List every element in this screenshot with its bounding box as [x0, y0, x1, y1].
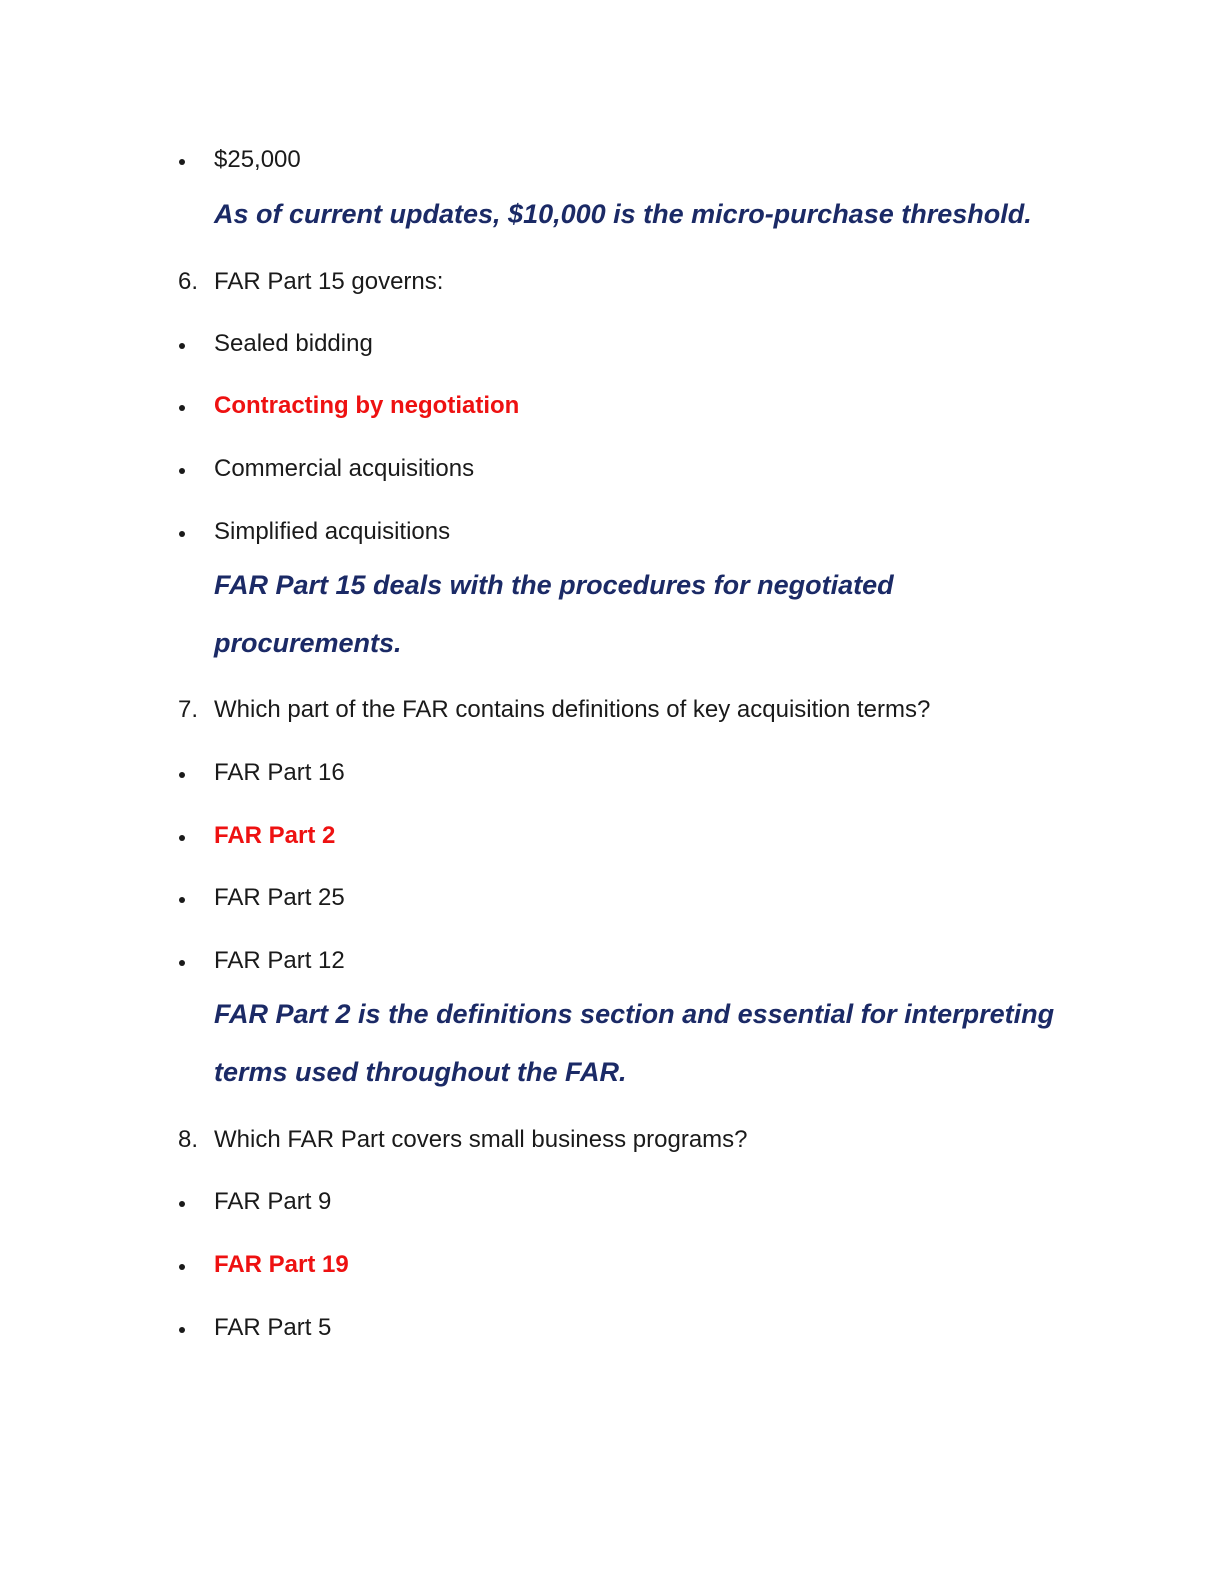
bullet-icon — [179, 531, 185, 537]
q6-explanation-line-1: FAR Part 15 deals with the procedures for negotiated — [214, 570, 894, 600]
option-text: Commercial acquisitions — [214, 455, 475, 482]
question-number: 6. — [178, 268, 199, 295]
option-text: Contracting by negotiation — [214, 392, 520, 419]
option-text: $25,000 — [214, 146, 301, 173]
q8-option-2-correct — [214, 1250, 349, 1280]
q6-option-2-correct — [214, 391, 519, 421]
bullet-icon — [179, 835, 185, 841]
question-number: 7. — [178, 696, 199, 723]
q6-question — [178, 267, 444, 297]
option-text: FAR Part 12 — [214, 947, 345, 974]
q6-option-3 — [214, 454, 474, 484]
option-text: FAR Part 5 — [214, 1314, 332, 1341]
bullet-icon — [179, 405, 185, 411]
bullet-icon — [179, 468, 185, 474]
q7-option-3 — [214, 883, 345, 913]
bullet-icon — [179, 772, 185, 778]
q8-question — [178, 1125, 748, 1155]
question-text: Which FAR Part covers small business programs? — [214, 1126, 748, 1153]
bullet-icon — [179, 1201, 185, 1207]
question-number: 8. — [178, 1126, 199, 1153]
question-text: FAR Part 15 governs: — [214, 268, 444, 295]
bullet-icon — [179, 1327, 185, 1333]
q7-explanation-line-1: FAR Part 2 is the definitions section and essential for interpreting — [214, 999, 1055, 1029]
bullet-icon — [179, 1264, 185, 1270]
option-text: FAR Part 19 — [214, 1251, 349, 1278]
bullet-icon — [179, 897, 185, 903]
q8-option-3 — [214, 1313, 331, 1343]
q6-explanation-line-2: procurements. — [214, 628, 402, 658]
q8-option-1 — [214, 1187, 331, 1217]
option-text: FAR Part 9 — [214, 1188, 332, 1215]
q5-option-1 — [214, 145, 301, 175]
q7-option-1 — [214, 758, 345, 788]
bullet-icon — [179, 343, 185, 349]
q7-question — [178, 695, 931, 725]
q6-option-1 — [214, 329, 373, 359]
q6-option-4 — [214, 517, 450, 547]
q7-explanation-line-2: terms used throughout the FAR. — [214, 1057, 627, 1087]
question-text: Which part of the FAR contains definitions of key acquisition terms? — [214, 696, 931, 723]
q7-option-2-correct — [214, 821, 335, 851]
bullet-icon — [179, 960, 185, 966]
option-text: Sealed bidding — [214, 330, 373, 357]
bullet-icon — [179, 159, 185, 165]
option-text: FAR Part 25 — [214, 884, 345, 911]
q5-explanation: As of current updates, $10,000 is the micro-purchase threshold. — [214, 199, 1032, 229]
q7-option-4 — [214, 946, 345, 976]
option-text: FAR Part 2 — [214, 822, 336, 849]
option-text: FAR Part 16 — [214, 759, 345, 786]
option-text: Simplified acquisitions — [214, 518, 451, 545]
